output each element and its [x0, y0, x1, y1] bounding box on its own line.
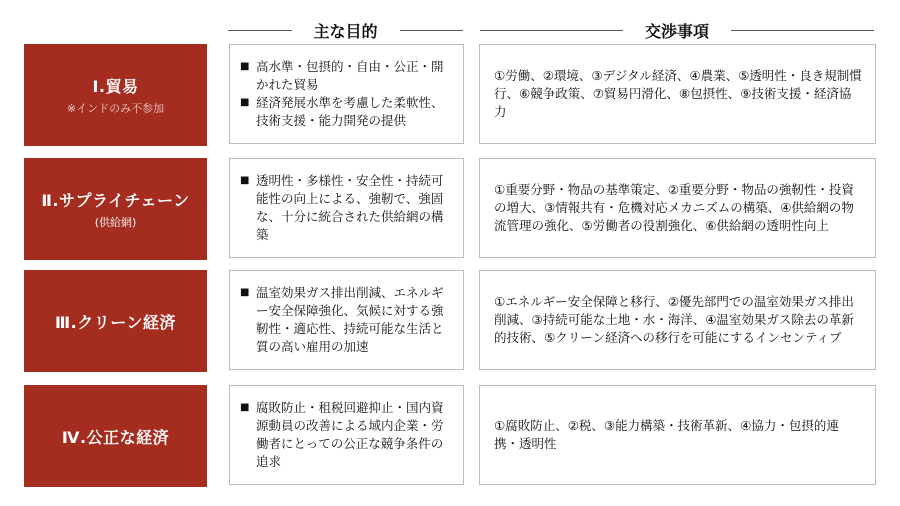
items-text: ①労働、②環境、③デジタル経済、④農業、⑤透明性・良き規制慣行、⑥競争政策、⑦貿易円滑化、⑧包摂性、⑨技術支援・経済協力 — [494, 68, 862, 119]
items-box — [479, 385, 876, 485]
row-clean-economy — [24, 270, 876, 372]
purpose-bullet: ■ 温室効果ガス排出削減、エネルギー安全保障強化、気候に対する強靭性・適応性、持続可能な生活と質の高い雇用の加速 — [240, 285, 444, 354]
items-column-header — [480, 14, 874, 46]
square-bullet-icon: ■ — [240, 402, 250, 413]
purpose-bullet: ■ 経済発展水準を考慮した柔軟性、技術支援・能力開発の提供 — [240, 95, 444, 128]
items-text: ①腐敗防止、②税、③能力構築・技術革新、④協力・包摂的連携・透明性 — [494, 418, 839, 451]
row-label-trade — [24, 44, 207, 146]
row-label-clean-economy — [24, 270, 207, 372]
items-box — [479, 270, 876, 370]
square-bullet-icon: ■ — [240, 61, 250, 72]
purpose-box — [229, 158, 464, 258]
purpose-bullet: ■ 腐敗防止・租税回避抑止・国内資源動員の改善による域内企業・労働者にとっての公正な競争条件の追求 — [240, 400, 444, 469]
row-title: Ⅳ.公正な経済 — [61, 427, 170, 447]
purpose-bullet: ■ 高水準・包摂的・自由・公正・開かれた貿易 — [240, 59, 444, 92]
items-header-text: 交渉事項 — [645, 21, 710, 41]
row-label-supply-chain — [24, 158, 207, 260]
square-bullet-icon: ■ — [240, 287, 250, 298]
square-bullet-icon: ■ — [240, 97, 250, 108]
row-fair-economy — [24, 385, 876, 487]
row-supply-chain — [24, 158, 876, 260]
row-label-fair-economy — [24, 385, 207, 487]
purpose-box — [229, 385, 464, 485]
header-rule-left — [480, 30, 623, 31]
purpose-column-header — [228, 14, 463, 46]
items-text: ①重要分野・物品の基準策定、②重要分野・物品の強靭性・投資の増大、③情報共有・危機対応メカニズムの構築、④供給網の物流管理の強化、⑤労働者の役割強化、⑥供給網の透明性向上 — [494, 182, 854, 233]
purpose-header-text: 主な目的 — [313, 21, 378, 41]
row-note: ※インドのみ不参加 — [66, 102, 165, 115]
header-rule-right — [731, 30, 874, 31]
row-title: Ⅲ.クリーン経済 — [55, 312, 176, 332]
header-rule-left — [228, 30, 292, 31]
row-title: Ⅰ.貿易 — [92, 77, 139, 96]
items-box — [479, 44, 876, 144]
items-box — [479, 158, 876, 258]
row-trade — [24, 44, 876, 146]
square-bullet-icon: ■ — [240, 175, 250, 186]
items-text: ①エネルギー安全保障と移行、②優先部門での温室効果ガス排出削減、③持続可能な土地・水・海洋、④温室効果ガス除去の革新的技術、⑤クリーン経済への移行を可能にするインセンティブ — [494, 294, 854, 345]
row-subtitle: (供給網) — [94, 216, 137, 229]
purpose-box — [229, 270, 464, 370]
purpose-bullet: ■ 透明性・多様性・安全性・持続可能性の向上による、強靭で、強固な、十分に統合された供給網の構築 — [240, 173, 444, 242]
row-title: Ⅱ.サプライチェーン — [41, 191, 190, 210]
header-rule-right — [400, 30, 464, 31]
purpose-box — [229, 44, 464, 144]
